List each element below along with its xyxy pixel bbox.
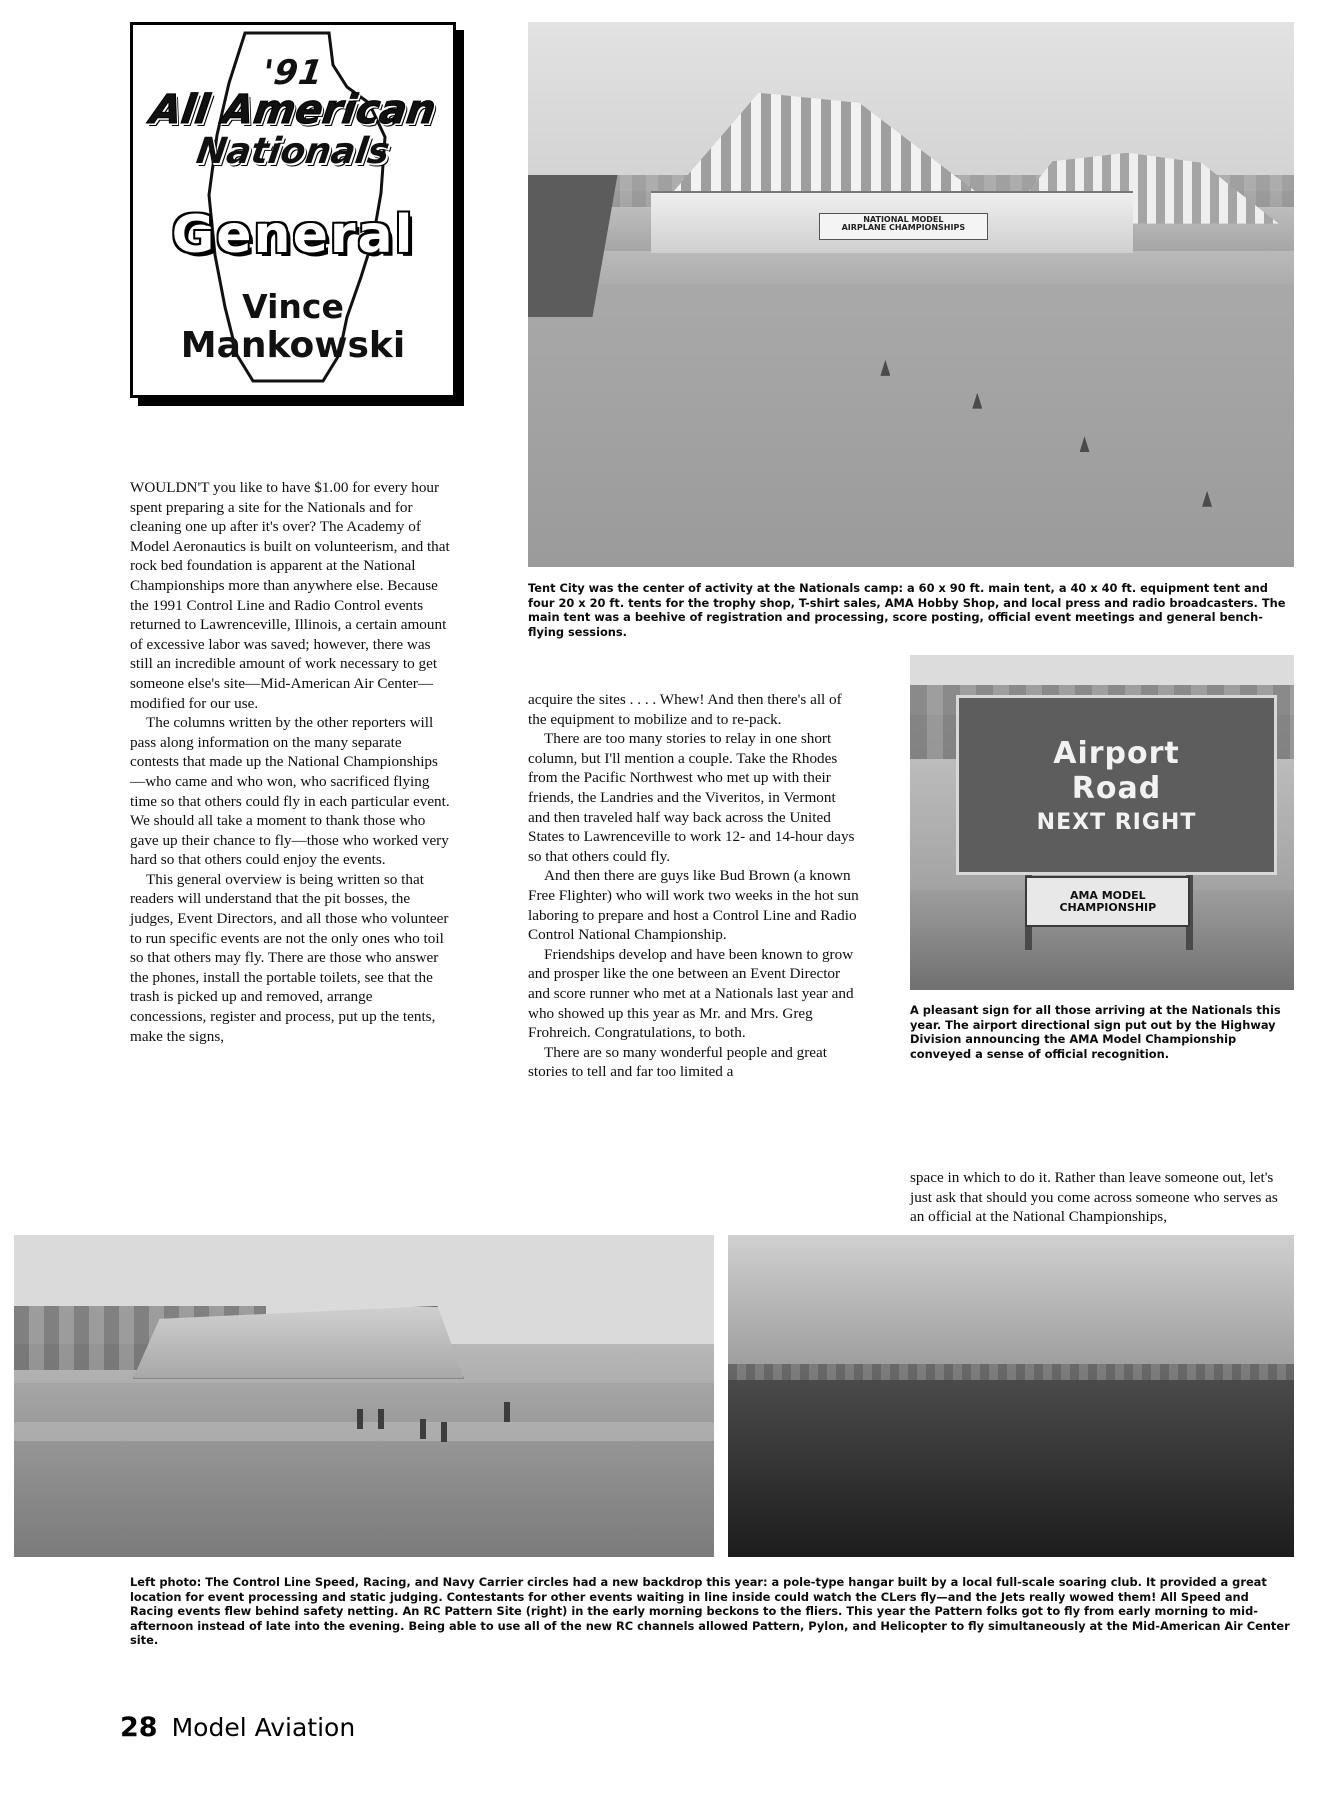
paragraph: And then there are guys like Bud Brown (a known Free Flighter) who will work two weeks in the hot sun laboring to prepare and host a Control Line and Radio Control National Championship. [528,867,859,944]
body-column-1 [130,478,452,1046]
sky-region [728,1235,1294,1370]
paragraph: acquire the sites . . . . Whew! And then there's all of the equipment to mobilize and to re-pack. [528,691,842,728]
paragraph: This general overview is being written so that readers will understand that the pit bosses, the judges, Event Directors, and all those who volunteer to run specific events are not the only ones who toil so that others may fly. There are those who answer the phones, install the portable toilets, see that the trash is picked up and removed, arrange concessions, register and process, put up the tents, make the signs, [130,870,449,1045]
person-figure [504,1402,510,1422]
field-region [14,1383,714,1557]
caption-bottom-photos: Left photo: The Control Line Speed, Racing, and Navy Carrier circles had a new backdrop this year: a pole-type hangar built by a local full-scale soaring club. It provided a great location for event processing and static judging. Contestants for other events waiting in line inside could watch the CLers fly—and the Jets really wowed them! All Speed and Racing events flew behind safety netting. An RC Pattern Site (right) in the early morning beckons to the fliers. This year the Pattern folks got to fly from early morning to mid-afternoon instead of late into the evening. Being able to use all of the new RC channels allowed Pattern, Pylon, and Helicopter to fly simultaneously at the Mid-American Air Center site. [130,1575,1290,1648]
road-region [528,284,1294,567]
sign-text-airport: Airport [1053,735,1180,771]
page-footer [120,1712,355,1743]
photo-hangar-flying-circles [14,1235,714,1557]
caption-airport-sign: A pleasant sign for all those arriving at the Nationals this year. The airport directional sign put out by the Highway Division announcing the AMA Model Championship conveyed a sense of official recognition. [910,1003,1281,1061]
highway-sign [956,695,1277,875]
tent-banner [819,213,988,240]
caption-tent-city: Tent City was the center of activity at the Nationals camp: a 60 x 90 ft. main tent, a 40 x 40 ft. equipment tent and four 20 x 20 ft. tents for the trophy shop, T-shirt sales, AMA Hobby Shop, and local press and radio broadcasters. The main tent was a beehive of registration and processing, score posting, official event meetings and general bench-flying sessions. [528,581,1286,639]
sign-text-next-right: NEXT RIGHT [1036,809,1197,835]
sign-text-road: Road [1071,770,1162,806]
masthead-author-last-name: Mankowski [180,325,406,366]
ama-sign-plate [1025,876,1190,927]
flight-line-strip [14,1422,714,1441]
photo-rc-pattern-site [728,1235,1294,1557]
page-number: 28 [120,1712,158,1743]
masthead-author-first-name: Vince [242,287,344,326]
paragraph: space in which to do it. Rather than leave someone out, let's just ask that should you come across someone who serves as an official at the National Championships, [910,1169,1278,1226]
masthead-all-american: All American [147,87,439,133]
foreground-field [728,1380,1294,1557]
paragraph: WOULDN'T you like to have $1.00 for every hour spent preparing a site for the Nationals and for cleaning one up after it's over? The Academy of Model Aeronautics is built on volunteerism, and that rock bed foundation is apparent at the National Championships more than anywhere else. Because the 1991 Control Line and Radio Control events returned to Lawrenceville, Illinois, a certain amount of excessive labor was saved; however, there was still an incredible amount of work necessary to get someone else's site—Mid-American Air Center—modified for our use. [130,479,450,712]
masthead-section-title: General [171,205,415,265]
ama-plate-line1: AMA MODEL [1069,888,1146,902]
photo-airport-road-sign [910,655,1294,990]
body-column-2 [528,690,860,1082]
paragraph: There are so many wonderful people and great stories to tell and far too limited a [528,1043,827,1081]
person-figure [420,1419,426,1439]
horizon-treeline [728,1364,1294,1380]
article-masthead [130,22,456,398]
person-figure [378,1409,384,1429]
paragraph: Friendships develop and have been known to grow and prosper like the one between an Event Director and score runner who met at a Nationals last year and who showed up this year as Mr. and Mrs. Greg Frohreich. Congratulations, to both. [528,945,854,1042]
publication-name: Model Aviation [171,1713,356,1742]
paragraph: The columns written by the other reporters will pass along information on the many separate contests that made up the National Championships—who came and who won, who sacrificed flying time so that others could fly in each particular event. We should all take a moment to thank those who gave up their chance to fly—those who worked very hard so that others could enjoy the events. [130,714,450,869]
masthead-year: '91 [259,53,327,93]
ama-plate-line2: CHAMPIONSHIP [1059,900,1157,914]
paragraph: There are too many stories to relay in one short column, but I'll mention a couple. Take the Rhodes from the Pacific Northwest who met up with their friends, the Landries and the Viveritos, in Vermont and then traveled half way back across the United States to Lawrenceville to work 12- and 14-hour days so that others could fly. [528,730,855,865]
tent-banner-line1: NATIONAL MODEL [863,214,944,224]
tent-banner-line2: AIRPLANE CHAMPIONSHIPS [841,223,966,233]
photo-tent-city [528,22,1294,567]
masthead-nationals: Nationals [193,131,393,172]
body-column-3 [910,1168,1294,1227]
person-figure [357,1409,363,1429]
person-figure [441,1422,447,1442]
